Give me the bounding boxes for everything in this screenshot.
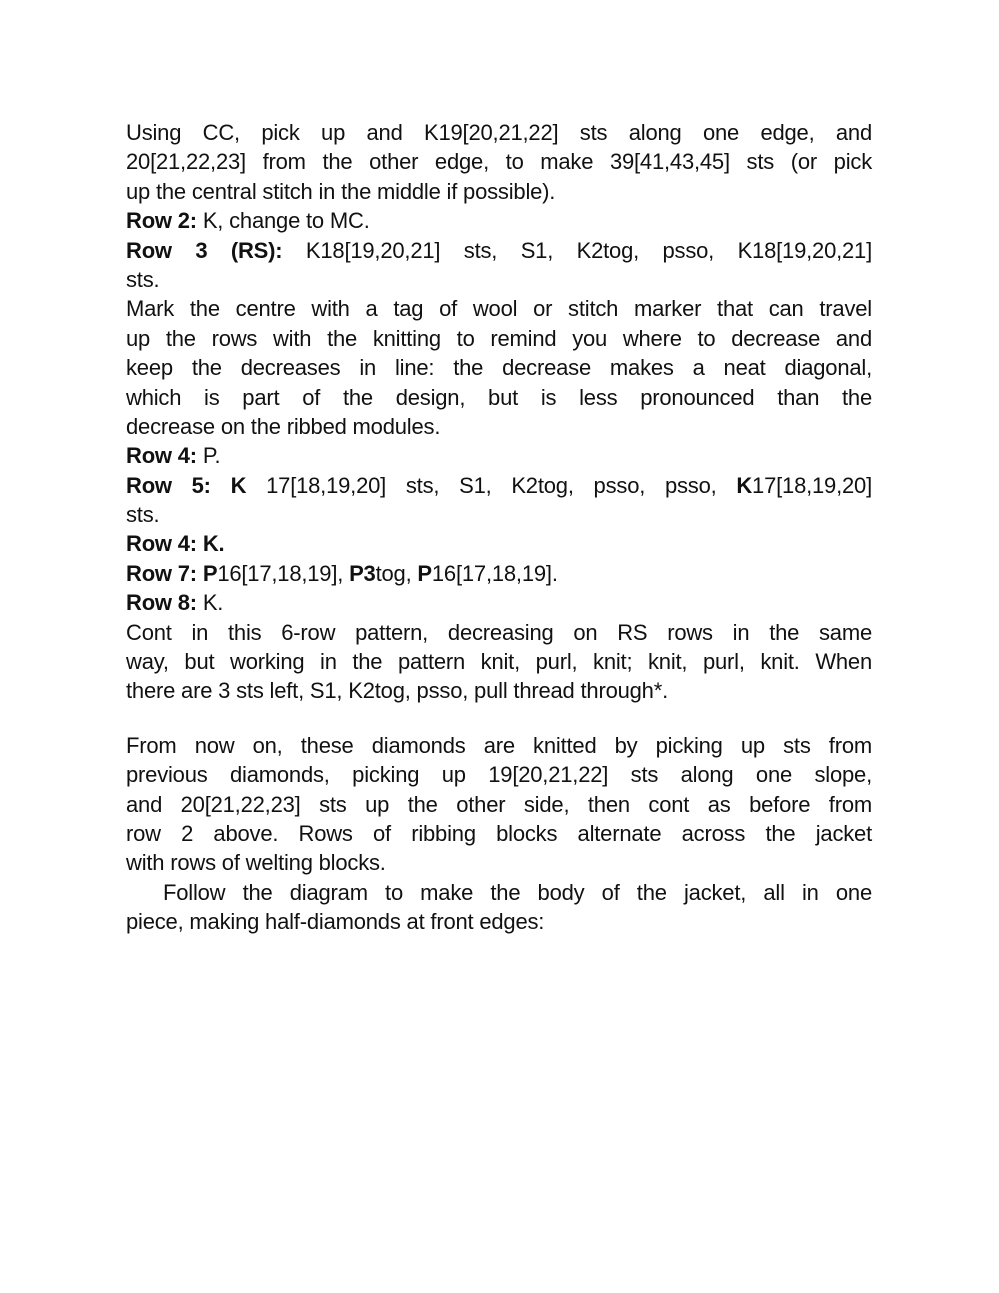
paragraph-gap [126,706,872,731]
text-line [126,294,872,323]
text-run: K, change to MC. [196,208,370,234]
text-run: which is part of the design, but is less pronounced than the [126,384,872,410]
bold-label: P [417,560,432,586]
text-run: 17[18,19,20] [752,472,872,498]
text-run: 17[18,19,20] sts, S1, K2tog, psso, psso, [246,472,737,498]
text-line [126,647,872,676]
bold-label: Row 2: [126,208,197,234]
text-run: tog, [375,560,418,586]
document-page [126,118,872,937]
text-run: way, but working in the pattern knit, purl, knit; knit, purl, knit. When [126,649,872,675]
text-line [126,760,872,789]
text-line [126,147,872,176]
bold-label: Row 8: [126,590,197,616]
text-run: row 2 above. Rows of ribbing blocks alternate across the jacket [126,820,872,846]
text-run: with rows of welting blocks. [126,850,386,876]
text-run: 20[21,22,23] from the other edge, to make 39[41,43,45] sts (or pick [126,149,872,175]
text-line [126,265,872,294]
text-line [126,324,872,353]
text-run: P. [196,443,221,469]
text-run: 16[17,18,19], [217,560,350,586]
text-line [126,412,872,441]
paragraph [126,118,872,706]
text-run: up the rows with the knitting to remind you where to decrease and [126,325,872,351]
text-line [126,848,872,877]
text-run: previous diamonds, picking up 19[20,21,22] sts along one slope, [126,762,872,788]
text-run: there are 3 sts left, S1, K2tog, psso, pull thread through*. [126,678,668,704]
text-line [126,500,872,529]
text-line [126,588,872,617]
text-run: up the central stitch in the middle if possible). [126,178,556,204]
text-run: Follow the diagram to make the body of the jacket, all in one [163,879,872,905]
text-run: K. [196,590,224,616]
text-line [126,907,872,936]
text-line [126,118,872,147]
text-line [126,731,872,760]
text-run: keep the decreases in line: the decrease makes a neat diagonal, [126,355,872,381]
text-run: Using CC, pick up and K19[20,21,22] sts along one edge, and [126,120,872,145]
bold-label: Row 5: K [126,472,247,498]
text-run: Mark the centre with a tag of wool or stitch marker that can travel [126,296,872,322]
text-run: K18[19,20,21] sts, S1, K2tog, psso, K18[19,20,21] [282,237,872,263]
text-run: sts. [126,266,160,292]
text-run: Cont in this 6-row pattern, decreasing on RS rows in the same [126,619,872,645]
text-line [126,529,872,558]
text-run: piece, making half-diamonds at front edges: [126,909,545,935]
text-line [126,790,872,819]
bold-label: P3 [349,560,376,586]
text-line [126,441,872,470]
text-line [126,819,872,848]
text-line [126,676,872,705]
bold-label: K [736,472,753,498]
text-line [126,353,872,382]
text-line [126,878,872,907]
text-run: From now on, these diamonds are knitted by picking up sts from [126,732,872,758]
text-line [126,559,872,588]
text-run: and 20[21,22,23] sts up the other side, then cont as before from [126,791,872,817]
text-line [126,618,872,647]
bold-label: Row 4: K. [126,531,225,557]
text-line [126,206,872,235]
text-run: sts. [126,502,160,528]
bold-label: Row 4: [126,443,197,469]
text-run: 16[17,18,19]. [431,560,558,586]
paragraph [126,731,872,937]
bold-label: Row 7: P [126,560,218,586]
text-line [126,383,872,412]
text-line [126,471,872,500]
text-line [126,236,872,265]
bold-label: Row 3 (RS): [126,237,283,263]
text-run: decrease on the ribbed modules. [126,413,441,439]
text-line [126,177,872,206]
